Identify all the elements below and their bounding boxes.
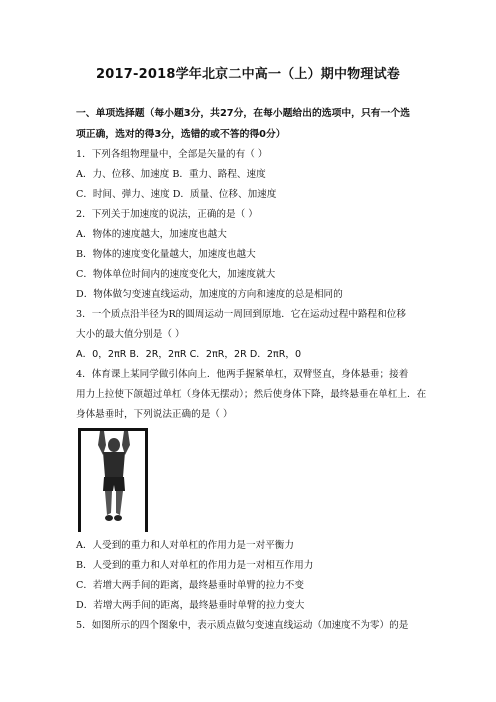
question-4-option-a: A．人受到的重力和人对单杠的作用力是一对平衡力	[76, 540, 294, 551]
question-2-option-a: A．物体的速度越大，加速度也越大	[76, 229, 227, 240]
question-3-options: A．0，2πR B．2R，2πR C．2πR，2R D．2πR，0	[76, 349, 302, 360]
question-1-options-cd: C．时间、弹力、速度 D．质量、位移、加速度	[76, 189, 277, 200]
section-heading-line-1: 一、单项选择题（每小题3分，共27分，在每小题给出的选项中，只有一个选	[76, 108, 410, 119]
section-heading-line-2: 项正确，选对的得3分，选错的或不答的得0分）	[76, 129, 286, 140]
question-2-option-c: C．物体单位时间内的速度变化大，加速度就大	[76, 269, 276, 280]
question-3-stem-line-1: 3．一个质点沿半径为R的圆周运动一周回到原地．它在运动过程中路程和位移	[76, 309, 406, 320]
question-3-stem-line-2: 大小的最大值分别是（ ）	[76, 329, 185, 340]
question-5-stem: 5．如图所示的四个图象中，表示质点做匀变速直线运动（加速度不为零）的是	[76, 620, 409, 631]
page-title: 2017-2018学年北京二中高一（上）期中物理试卷	[96, 67, 400, 82]
pull-up-figure	[76, 425, 152, 533]
question-4-stem-line-2: 用力上拉使下颌超过单杠（身体无摆动）；然后使身体下降，最终悬垂在单杠上．在	[76, 389, 427, 400]
question-1-options-ab: A．力、位移、加速度 B．重力、路程、速度	[76, 169, 266, 180]
question-4-stem-line-3: 身体悬垂时，下列说法正确的是（ ）	[76, 409, 233, 420]
question-2-stem: 2．下列关于加速度的说法，正确的是（ ）	[76, 209, 258, 220]
question-4-option-c: C．若增大两手间的距离，最终悬垂时单臂的拉力不变	[76, 580, 304, 591]
question-2-option-d: D．物体做匀变速直线运动，加速度的方向和速度的总是相同的	[76, 289, 343, 300]
question-1-stem: 1．下列各组物理量中，全部是矢量的有（ ）	[76, 149, 268, 160]
question-4-option-b: B．人受到的重力和人对单杠的作用力是一对相互作用力	[76, 560, 314, 571]
question-4-option-d: D．若增大两手间的距离，最终悬垂时单臂的拉力变大	[76, 600, 305, 611]
question-4-stem-line-1: 4．体育课上某同学做引体向上．他两手握紧单杠，双臂竖直，身体悬垂；接着	[76, 369, 409, 380]
question-2-option-b: B．物体的速度变化量越大，加速度也越大	[76, 249, 256, 260]
